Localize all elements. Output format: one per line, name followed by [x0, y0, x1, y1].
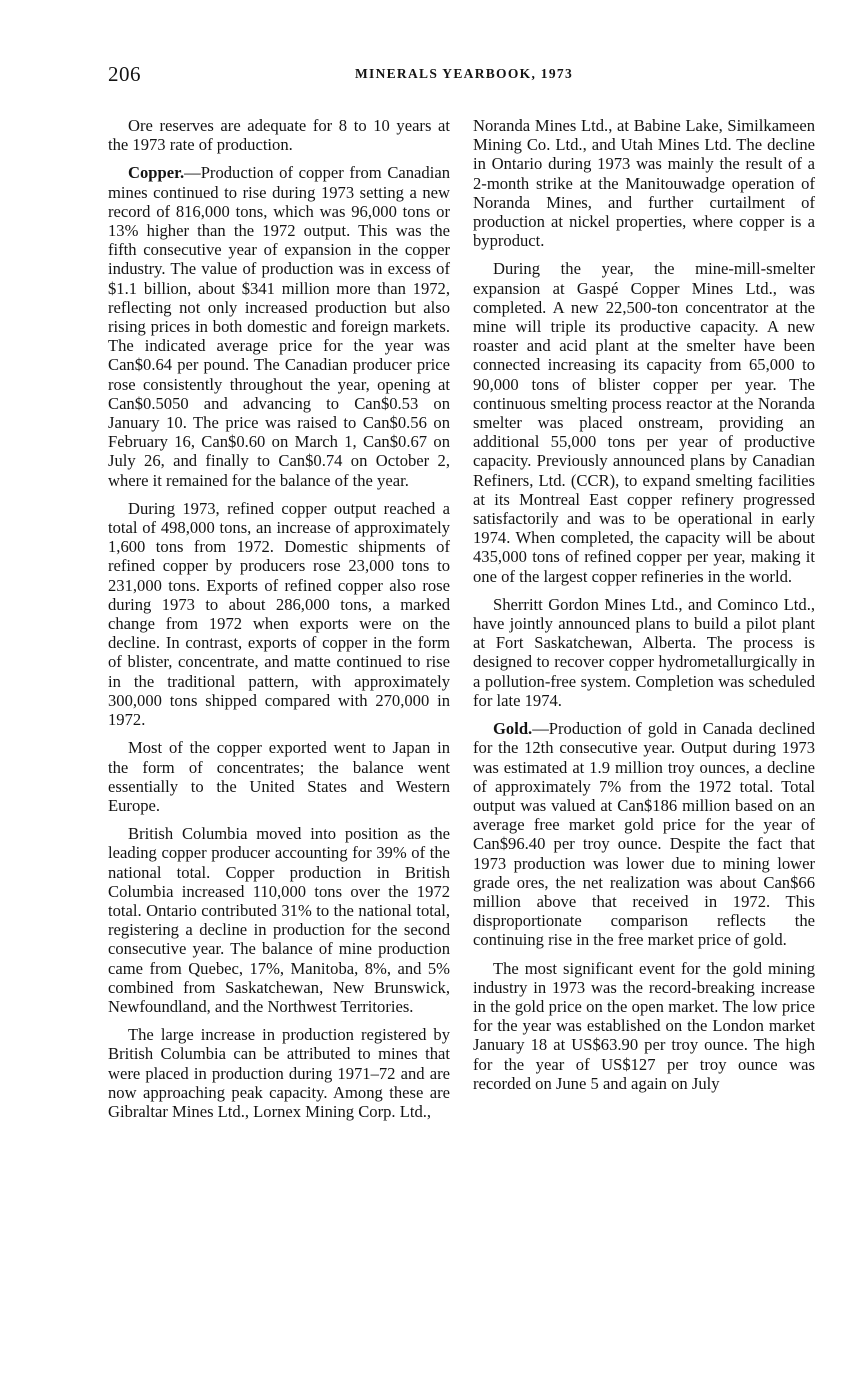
page-header	[108, 62, 820, 90]
paragraph-gaspe-expansion: During the year, the mine-mill-smelter expansion at Gaspé Copper Mines Ltd., was completed. A new 22,500-ton concentrator at the mine will triple its productive capacity. A new roaster and acid plant at the smelter have been connected increasing its capacity from 65,000 to 90,000 tons of blister copper per year. The continuous smelting process reactor at the Noranda smelter was placed onstream, providing an additional 55,000 tons per year of productive capacity. Previously announced plans by Canadian Refiners, Ltd. (CCR), to expand smelting facilities at its Montreal East copper refinery progressed satisfactorily and was to be operational in early 1974. When completed, the capacity will be about 435,000 tons of refined copper per year, making it one of the largest copper refineries in the world.	[473, 259, 815, 586]
paragraph-ore-reserves: Ore reserves are adequate for 8 to 10 years at the 1973 rate of production.	[108, 116, 450, 155]
paragraph-copper-production	[108, 163, 450, 489]
paragraph-ontario-decline: Noranda Mines Ltd., at Babine Lake, Similkameen Mining Co. Ltd., and Utah Mines Ltd. The decline in Ontario during 1973 was mainly the result of a 2-month strike at the Manitouwadge operation of Noranda Mines, and further curtailment of production at nickel properties, where copper is a byproduct.	[473, 116, 815, 251]
paragraph-production-increase: The large increase in production registered by British Columbia can be attributed to mines that were placed in production during 1971–72 and are now approaching peak capacity. Among these are Gibraltar Mines Ltd., Lornex Mining Corp. Ltd.,	[108, 1025, 450, 1121]
section-heading-gold: Gold.	[493, 719, 533, 739]
right-column	[473, 116, 815, 1102]
paragraph-british-columbia: British Columbia moved into position as the leading copper producer accounting for 39% of the national total. Copper production in British Columbia increased 110,000 tons over the 1972 total. Ontario contributed 31% to the national total, registering a decline in production for the second consecutive year. The balance of mine production came from Quebec, 17%, Manitoba, 8%, and 5% combined from Saskatchewan, New Brunswick, Newfoundland, and the Northwest Territories.	[108, 824, 450, 1016]
section-heading-copper: Copper.	[128, 163, 185, 183]
paragraph-gold-price: The most significant event for the gold mining industry in 1973 was the record-breaking increase in the gold price on the open market. The low price for the year was established on the London market January 18 at US$63.90 per troy ounce. The high for the year of US$127 per troy ounce was recorded on June 5 and again on July	[473, 958, 815, 1093]
paragraph-pilot-plant: Sherritt Gordon Mines Ltd., and Cominco Ltd., have jointly announced plans to build a pilot plant at Fort Saskatchewan, Alberta. The process is designed to recover copper hydrometallurgically in a pollution-free system. Completion was scheduled for late 1974.	[473, 594, 815, 710]
paragraph-gold-production	[473, 719, 815, 949]
paragraph-refined-copper: During 1973, refined copper output reached a total of 498,000 tons, an increase of approximately 1,600 tons from 1972. Domestic shipments of refined copper by producers rose 23,000 tons to 231,000 tons. Exports of refined copper also rose during 1973 to about 286,000 tons, a marked change from 1972 when exports were on the decline. In contrast, exports of copper in the form of blister, concentrate, and matte continued to rise in the traditional pattern, with approximately 300,000 tons shipped compared with 270,000 in 1972.	[108, 498, 450, 730]
paragraph-copper-production-text: —Production of copper from Canadian mines continued to rise during 1973 setting a new record of 816,000 tons, which was 96,000 tons or 13% higher than the 1972 output. This was the fifth consecutive year of expansion in the copper industry. The value of production was in excess of $1.1 billion, about $341 million more than 1972, reflecting not only increased production but also rising prices in both domestic and foreign markets. The indicated average price for the year was Can$0.64 per pound. The Canadian producer price rose consistently throughout the year, opening at Can$0.5050 and advancing to Can$0.53 on January 10. The price was raised to Can$0.56 on February 16, Can$0.60 on March 1, Can$0.67 on July 26, and finally to Can$0.74 on October 2, where it remained for the balance of the year.	[108, 163, 450, 490]
left-column	[108, 116, 450, 1130]
paragraph-copper-exports: Most of the copper exported went to Japan in the form of concentrates; the balance went essentially to the United States and Western Europe.	[108, 738, 450, 815]
running-head: MINERALS YEARBOOK, 1973	[354, 66, 574, 81]
paragraph-gold-production-text: —Production of gold in Canada declined for the 12th consecutive year. Output during 1973 was estimated at 1.9 million troy ounces, a decline of approximately 7% from the 1972 total. Total output was valued at Can$186 million based on an average free market gold price for the year of Can$96.40 per troy ounce. Despite the fact that 1973 production was lower due to mining lower grade ores, the net realization was about Can$66 million above that received in 1972. This disproportionate comparison reflects the continuing rise in the free market price of gold.	[473, 719, 815, 950]
page-number: 206	[108, 62, 141, 86]
